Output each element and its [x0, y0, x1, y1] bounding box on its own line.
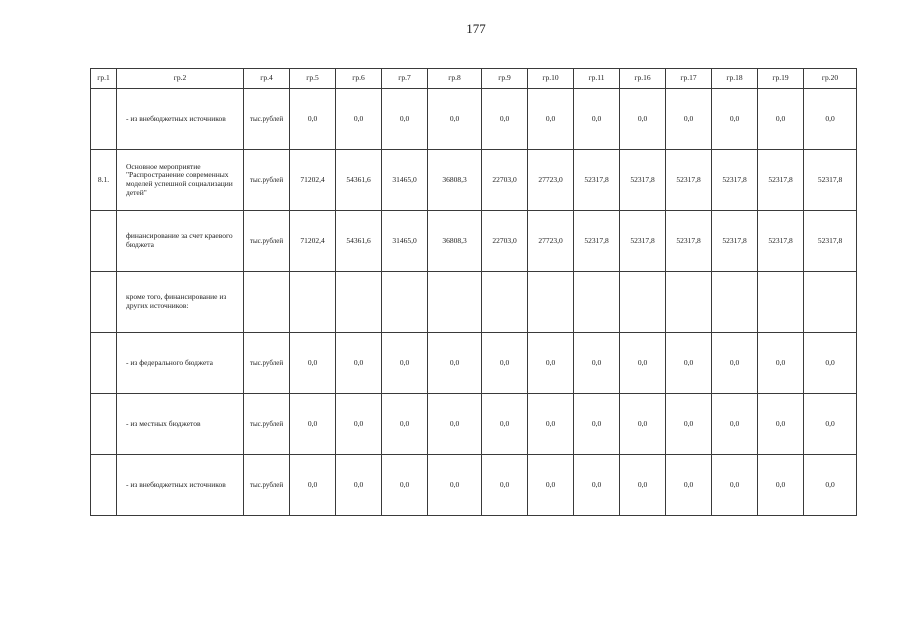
- value-cell: [528, 272, 574, 333]
- value-cell: 0,0: [428, 455, 482, 516]
- row-number: [91, 272, 117, 333]
- value-cell: 0,0: [620, 89, 666, 150]
- row-unit: тыс.рублей: [244, 333, 290, 394]
- header-row: [91, 69, 857, 89]
- row-description: финансирование за счет краевого бюджета: [117, 211, 244, 272]
- row-number: [91, 333, 117, 394]
- value-cell: 0,0: [382, 333, 428, 394]
- column-header: гр.17: [666, 69, 712, 89]
- value-cell: 0,0: [758, 89, 804, 150]
- row-number: 8.1.: [91, 150, 117, 211]
- value-cell: 0,0: [382, 89, 428, 150]
- value-cell: 52317,8: [620, 150, 666, 211]
- value-cell: 71202,4: [290, 211, 336, 272]
- column-header: гр.2: [117, 69, 244, 89]
- value-cell: 0,0: [712, 394, 758, 455]
- value-cell: [482, 272, 528, 333]
- table-row: [91, 272, 857, 333]
- value-cell: 0,0: [666, 455, 712, 516]
- value-cell: 0,0: [290, 333, 336, 394]
- value-cell: 0,0: [482, 455, 528, 516]
- table-row: [91, 150, 857, 211]
- value-cell: 0,0: [574, 333, 620, 394]
- row-unit: тыс.рублей: [244, 150, 290, 211]
- value-cell: 0,0: [290, 89, 336, 150]
- value-cell: 52317,8: [758, 150, 804, 211]
- column-header: гр.6: [336, 69, 382, 89]
- value-cell: 54361,6: [336, 211, 382, 272]
- value-cell: [758, 272, 804, 333]
- value-cell: 0,0: [290, 455, 336, 516]
- value-cell: 52317,8: [666, 211, 712, 272]
- value-cell: 0,0: [482, 89, 528, 150]
- value-cell: [574, 272, 620, 333]
- column-header: гр.5: [290, 69, 336, 89]
- row-description: - из федерального бюджета: [117, 333, 244, 394]
- column-header: гр.16: [620, 69, 666, 89]
- value-cell: 0,0: [666, 394, 712, 455]
- column-header: гр.4: [244, 69, 290, 89]
- value-cell: 0,0: [666, 333, 712, 394]
- value-cell: 36808,3: [428, 211, 482, 272]
- table-body: [91, 69, 857, 516]
- table-row: [91, 394, 857, 455]
- row-unit: тыс.рублей: [244, 455, 290, 516]
- value-cell: [382, 272, 428, 333]
- row-description: - из внебюджетных источников: [117, 455, 244, 516]
- value-cell: 52317,8: [620, 211, 666, 272]
- value-cell: 22703,0: [482, 211, 528, 272]
- value-cell: [804, 272, 857, 333]
- row-number: [91, 211, 117, 272]
- value-cell: 0,0: [528, 89, 574, 150]
- table-row: [91, 211, 857, 272]
- value-cell: 0,0: [574, 89, 620, 150]
- value-cell: 0,0: [336, 455, 382, 516]
- value-cell: 0,0: [620, 333, 666, 394]
- row-number: [91, 394, 117, 455]
- value-cell: 31465,0: [382, 150, 428, 211]
- row-unit: тыс.рублей: [244, 89, 290, 150]
- column-header: гр.1: [91, 69, 117, 89]
- value-cell: 0,0: [528, 455, 574, 516]
- value-cell: 52317,8: [804, 150, 857, 211]
- column-header: гр.19: [758, 69, 804, 89]
- value-cell: [428, 272, 482, 333]
- value-cell: 0,0: [666, 89, 712, 150]
- value-cell: 27723,0: [528, 211, 574, 272]
- value-cell: 52317,8: [574, 150, 620, 211]
- row-description: кроме того, финансирование из других источников:: [117, 272, 244, 333]
- value-cell: 0,0: [482, 333, 528, 394]
- row-description: - из местных бюджетов: [117, 394, 244, 455]
- value-cell: 0,0: [528, 333, 574, 394]
- value-cell: 22703,0: [482, 150, 528, 211]
- value-cell: 36808,3: [428, 150, 482, 211]
- table-row: [91, 455, 857, 516]
- value-cell: 0,0: [804, 455, 857, 516]
- value-cell: 0,0: [382, 455, 428, 516]
- value-cell: 0,0: [758, 394, 804, 455]
- column-header: гр.20: [804, 69, 857, 89]
- value-cell: 52317,8: [574, 211, 620, 272]
- value-cell: 0,0: [336, 394, 382, 455]
- row-description: Основное мероприятие "Распространение современных моделей успешной социализации детей": [117, 150, 244, 211]
- value-cell: 52317,8: [712, 211, 758, 272]
- value-cell: 52317,8: [804, 211, 857, 272]
- value-cell: [290, 272, 336, 333]
- column-header: гр.11: [574, 69, 620, 89]
- value-cell: 71202,4: [290, 150, 336, 211]
- value-cell: 52317,8: [758, 211, 804, 272]
- value-cell: 52317,8: [666, 150, 712, 211]
- value-cell: 0,0: [574, 455, 620, 516]
- value-cell: 0,0: [336, 333, 382, 394]
- column-header: гр.9: [482, 69, 528, 89]
- column-header: гр.10: [528, 69, 574, 89]
- row-description: - из внебюджетных источников: [117, 89, 244, 150]
- value-cell: 31465,0: [382, 211, 428, 272]
- value-cell: 0,0: [482, 394, 528, 455]
- row-unit: тыс.рублей: [244, 211, 290, 272]
- value-cell: 0,0: [758, 455, 804, 516]
- value-cell: 0,0: [712, 89, 758, 150]
- value-cell: 0,0: [428, 89, 482, 150]
- row-number: [91, 455, 117, 516]
- value-cell: 0,0: [528, 394, 574, 455]
- value-cell: 0,0: [382, 394, 428, 455]
- value-cell: 0,0: [620, 394, 666, 455]
- value-cell: 0,0: [758, 333, 804, 394]
- value-cell: 0,0: [804, 89, 857, 150]
- value-cell: 0,0: [620, 455, 666, 516]
- table-row: [91, 89, 857, 150]
- value-cell: [336, 272, 382, 333]
- column-header: гр.8: [428, 69, 482, 89]
- value-cell: 52317,8: [712, 150, 758, 211]
- value-cell: 0,0: [336, 89, 382, 150]
- value-cell: 27723,0: [528, 150, 574, 211]
- value-cell: 0,0: [804, 333, 857, 394]
- value-cell: 0,0: [428, 333, 482, 394]
- value-cell: 0,0: [290, 394, 336, 455]
- value-cell: [620, 272, 666, 333]
- column-header: гр.7: [382, 69, 428, 89]
- value-cell: 0,0: [712, 455, 758, 516]
- value-cell: 0,0: [428, 394, 482, 455]
- column-header: гр.18: [712, 69, 758, 89]
- page-number: 177: [466, 21, 486, 36]
- row-unit: [244, 272, 290, 333]
- value-cell: 0,0: [574, 394, 620, 455]
- budget-table: [90, 68, 857, 516]
- row-unit: тыс.рублей: [244, 394, 290, 455]
- value-cell: 54361,6: [336, 150, 382, 211]
- row-number: [91, 89, 117, 150]
- value-cell: [666, 272, 712, 333]
- value-cell: 0,0: [712, 333, 758, 394]
- table-row: [91, 333, 857, 394]
- value-cell: [712, 272, 758, 333]
- value-cell: 0,0: [804, 394, 857, 455]
